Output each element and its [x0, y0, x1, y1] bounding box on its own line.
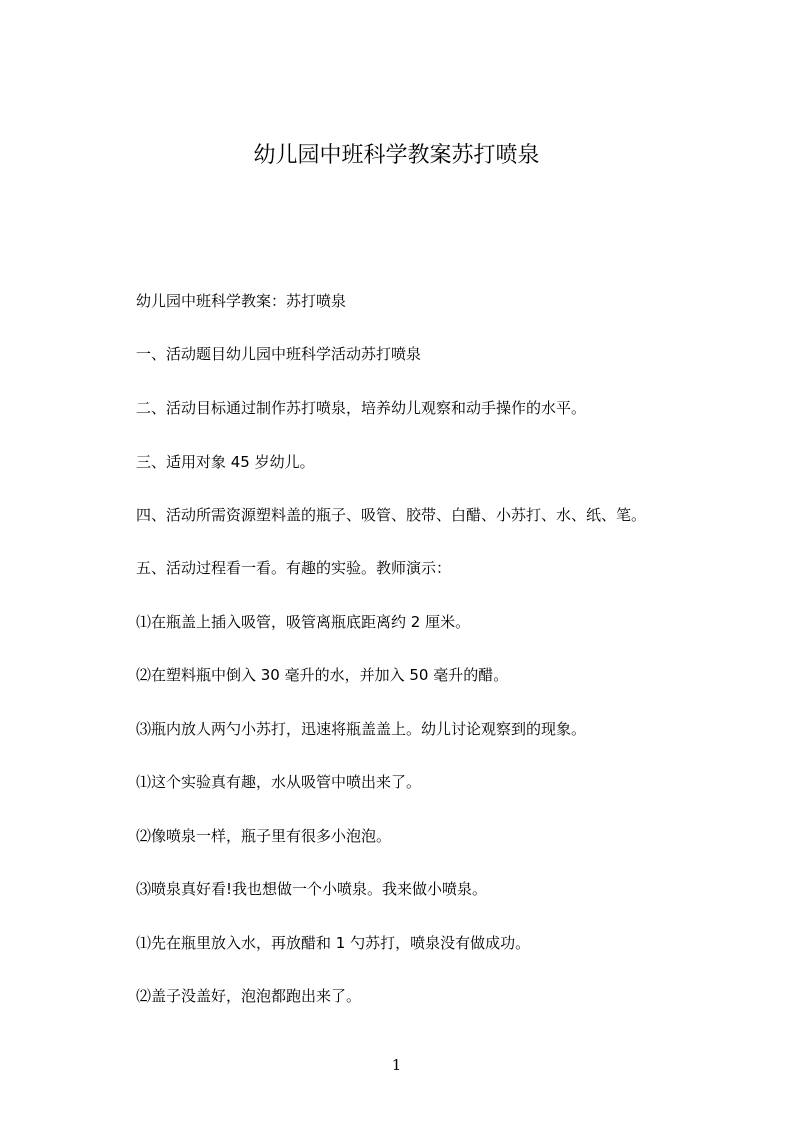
paragraph-observation-2: ⑵像喷泉一样，瓶子里有很多小泡泡。	[136, 827, 392, 845]
paragraph-activity-goal: 二、活动目标通过制作苏打喷泉，培养幼儿观察和动手操作的水平。	[136, 399, 587, 417]
paragraph-step-2: ⑵在塑料瓶中倒入 30 毫升的水，并加入 50 毫升的醋。	[136, 666, 509, 684]
paragraph-attempt-1: ⑴先在瓶里放入水，再放醋和 1 勺苏打，喷泉没有做成功。	[136, 934, 531, 952]
paragraph-step-1: ⑴在瓶盖上插入吸管，吸管离瓶底距离约 2 厘米。	[136, 613, 471, 631]
paragraph-observation-1: ⑴这个实验真有趣，水从吸管中喷出来了。	[136, 773, 422, 791]
paragraph-process: 五、活动过程看一看。有趣的实验。教师演示：	[136, 559, 452, 577]
paragraph-observation-3: ⑶喷泉真好看!我也想做一个小喷泉。我来做小喷泉。	[136, 880, 488, 898]
paragraph-activity-topic: 一、活动题目幼儿园中班科学活动苏打喷泉	[136, 345, 422, 363]
paragraph-materials: 四、活动所需资源塑料盖的瓶子、吸管、胶带、白醋、小苏打、水、纸、笔。	[136, 506, 647, 524]
page-number: 1	[391, 1056, 402, 1074]
paragraph-target-audience: 三、适用对象 45 岁幼儿。	[136, 453, 315, 471]
paragraph-attempt-2: ⑵盖子没盖好，泡泡都跑出来了。	[136, 987, 362, 1005]
page-title: 幼儿园中班科学教案苏打喷泉	[253, 143, 540, 168]
paragraph-subtitle: 幼儿园中班科学教案：苏打喷泉	[136, 292, 347, 310]
paragraph-step-3: ⑶瓶内放人两勺小苏打，迅速将瓶盖盖上。幼儿讨论观察到的现象。	[136, 720, 587, 738]
